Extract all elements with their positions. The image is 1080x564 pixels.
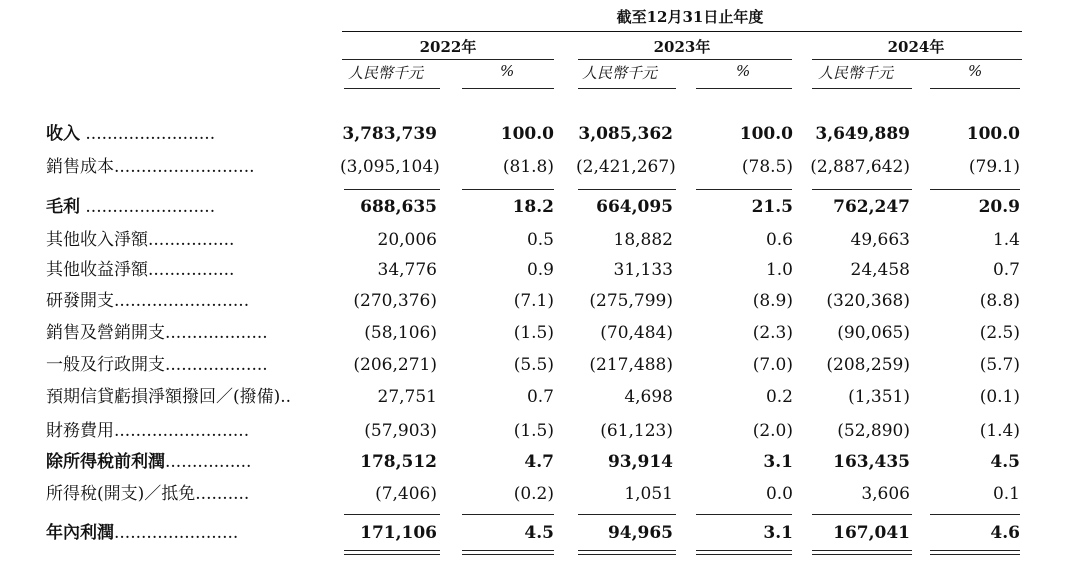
amount-cell: 167,041	[833, 523, 910, 543]
amount-cell: (2,887,642)	[810, 157, 910, 177]
pct-label-2022: %	[500, 62, 515, 80]
amount-cell: 3,649,889	[815, 124, 910, 144]
total-double-rule	[344, 550, 440, 551]
cost-subtotal-rule	[696, 189, 792, 190]
table-row	[0, 225, 1080, 255]
percent-cell: 0.1	[992, 484, 1020, 504]
percent-cell: 0.0	[765, 484, 793, 504]
unit-label-2023: 人民幣千元	[582, 64, 658, 82]
row-label-leader: ...................	[165, 355, 268, 375]
percent-cell: 4.5	[990, 452, 1020, 472]
percent-cell: 0.7	[992, 260, 1020, 280]
row-label-text: 銷售及營銷開支	[46, 323, 165, 343]
total-double-rule	[812, 550, 912, 551]
amount-cell: 49,663	[850, 230, 910, 250]
unit-underline-2022	[344, 88, 440, 89]
percent-cell: (81.8)	[502, 157, 554, 177]
amount-cell: (206,271)	[353, 355, 437, 375]
total-double-rule	[696, 550, 792, 551]
table-row	[0, 318, 1080, 348]
row-label	[46, 479, 318, 509]
row-label-text: 銷售成本	[46, 157, 114, 177]
amount-cell: 24,458	[850, 260, 910, 280]
amount-cell: (208,259)	[826, 355, 910, 375]
total-double-rule	[930, 554, 1020, 555]
table-row	[0, 192, 1080, 222]
cost-subtotal-rule	[344, 189, 440, 190]
period-heading: 截至12月31日止年度	[616, 8, 764, 26]
row-label-leader: .......................	[114, 523, 239, 543]
pct-underline-2023	[696, 88, 792, 89]
table-row	[0, 416, 1080, 446]
cost-subtotal-rule	[812, 189, 912, 190]
amount-cell: 163,435	[833, 452, 910, 472]
row-label-text: 一般及行政開支	[46, 355, 165, 375]
percent-cell: (78.5)	[741, 157, 793, 177]
percent-cell: 3.1	[763, 523, 793, 543]
amount-cell: (1,351)	[848, 387, 910, 407]
row-label	[46, 447, 318, 477]
amount-cell: 178,512	[360, 452, 437, 472]
amount-cell: (90,065)	[837, 323, 910, 343]
total-double-rule	[812, 554, 912, 555]
row-label	[46, 119, 318, 149]
amount-cell: (270,376)	[353, 291, 437, 311]
year-2023-rule	[578, 59, 792, 60]
percent-cell: (2.0)	[752, 421, 793, 441]
amount-cell: 688,635	[360, 197, 437, 217]
year-2022-heading: 2022年	[419, 38, 477, 56]
unit-label-2024: 人民幣千元	[818, 64, 894, 82]
percent-cell: 100.0	[500, 124, 554, 144]
percent-cell: 1.4	[992, 230, 1020, 250]
percent-cell: (0.2)	[513, 484, 554, 504]
row-label-leader: .........................	[114, 291, 250, 311]
percent-cell: (79.1)	[968, 157, 1020, 177]
row-label	[46, 382, 318, 412]
percent-cell: (5.5)	[513, 355, 554, 375]
total-double-rule	[344, 554, 440, 555]
total-double-rule	[578, 554, 676, 555]
percent-cell: (5.7)	[979, 355, 1020, 375]
table-row	[0, 447, 1080, 477]
percent-cell: (1.5)	[513, 421, 554, 441]
row-label-leader: ...................	[165, 323, 268, 343]
percent-cell: (8.9)	[752, 291, 793, 311]
row-label	[46, 152, 318, 182]
table-row	[0, 350, 1080, 380]
row-label-text: 年內利潤	[46, 523, 114, 543]
amount-cell: 34,776	[377, 260, 437, 280]
pct-label-2023: %	[736, 62, 751, 80]
row-label-text: 研發開支	[46, 291, 114, 311]
cost-subtotal-rule	[462, 189, 554, 190]
unit-underline-2024	[812, 88, 912, 89]
percent-cell: 0.6	[765, 230, 793, 250]
total-double-rule	[696, 554, 792, 555]
percent-cell: (7.0)	[752, 355, 793, 375]
total-double-rule	[462, 550, 554, 551]
percent-cell: 18.2	[512, 197, 554, 217]
row-label	[46, 318, 318, 348]
row-label-text: 所得稅(開支)／抵免	[46, 484, 196, 504]
row-label	[46, 518, 318, 548]
percent-cell: (1.4)	[979, 421, 1020, 441]
unit-underline-2023	[578, 88, 676, 89]
percent-cell: 1.0	[765, 260, 793, 280]
amount-cell: 3,085,362	[578, 124, 673, 144]
tax-subtotal-rule	[930, 514, 1020, 515]
row-label-text: 除所得稅前利潤	[46, 452, 165, 472]
row-label-leader: ................	[148, 230, 235, 250]
amount-cell: (275,799)	[589, 291, 673, 311]
cost-subtotal-rule	[930, 189, 1020, 190]
tax-subtotal-rule	[696, 514, 792, 515]
amount-cell: 171,106	[360, 523, 437, 543]
row-label	[46, 225, 318, 255]
amount-cell: 31,133	[613, 260, 673, 280]
year-2023-heading: 2023年	[653, 38, 711, 56]
pct-underline-2024	[930, 88, 1020, 89]
amount-cell: 20,006	[377, 230, 437, 250]
row-label-leader: ..	[280, 387, 292, 407]
unit-label-2022: 人民幣千元	[348, 64, 424, 82]
row-label-text: 財務費用	[46, 421, 114, 441]
amount-cell: 3,783,739	[342, 124, 437, 144]
header-rule	[342, 31, 1022, 32]
percent-cell: 4.7	[524, 452, 554, 472]
percent-cell: 100.0	[739, 124, 793, 144]
row-label-leader: ................	[148, 260, 235, 280]
year-2022-rule	[342, 59, 554, 60]
row-label	[46, 286, 318, 316]
pct-label-2024: %	[968, 62, 983, 80]
row-label	[46, 416, 318, 446]
percent-cell: 0.9	[526, 260, 554, 280]
pct-underline-2022	[462, 88, 554, 89]
row-label-leader: .........................	[114, 421, 250, 441]
percent-cell: 0.2	[765, 387, 793, 407]
percent-cell: (7.1)	[513, 291, 554, 311]
amount-cell: 762,247	[833, 197, 910, 217]
table-row	[0, 518, 1080, 548]
amount-cell: (52,890)	[837, 421, 910, 441]
amount-cell: (217,488)	[589, 355, 673, 375]
amount-cell: (61,123)	[600, 421, 673, 441]
percent-cell: 0.7	[526, 387, 554, 407]
row-label-leader: ................	[165, 452, 252, 472]
amount-cell: 3,606	[861, 484, 910, 504]
amount-cell: (58,106)	[364, 323, 437, 343]
year-2024-rule	[812, 59, 1022, 60]
percent-cell: (8.8)	[979, 291, 1020, 311]
total-double-rule	[930, 550, 1020, 551]
amount-cell: 4,698	[624, 387, 673, 407]
percent-cell: (2.5)	[979, 323, 1020, 343]
percent-cell: 4.6	[990, 523, 1020, 543]
amount-cell: 93,914	[607, 452, 673, 472]
row-label-text: 其他收入淨額	[46, 230, 148, 250]
row-label-text: 預期信貸虧損淨額撥回／(撥備)	[46, 387, 281, 407]
row-label-text: 毛利	[46, 197, 80, 217]
percent-cell: 3.1	[763, 452, 793, 472]
percent-cell: (2.3)	[752, 323, 793, 343]
cost-subtotal-rule	[578, 189, 676, 190]
table-row	[0, 286, 1080, 316]
row-label-text: 其他收益淨額	[46, 260, 148, 280]
tax-subtotal-rule	[578, 514, 676, 515]
percent-cell: 21.5	[751, 197, 793, 217]
row-label-text: 收入	[46, 124, 80, 144]
percent-cell: 4.5	[524, 523, 554, 543]
amount-cell: (2,421,267)	[576, 157, 676, 177]
amount-cell: 27,751	[377, 387, 437, 407]
table-row	[0, 152, 1080, 182]
amount-cell: (3,095,104)	[340, 157, 440, 177]
percent-cell: 100.0	[966, 124, 1020, 144]
row-label-leader: ........................	[80, 197, 216, 217]
tax-subtotal-rule	[812, 514, 912, 515]
table-row	[0, 119, 1080, 149]
percent-cell: (1.5)	[513, 323, 554, 343]
amount-cell: 664,095	[596, 197, 673, 217]
amount-cell: 94,965	[607, 523, 673, 543]
amount-cell: (57,903)	[364, 421, 437, 441]
percent-cell: 0.5	[526, 230, 554, 250]
table-row	[0, 382, 1080, 412]
row-label	[46, 255, 318, 285]
table-row	[0, 479, 1080, 509]
table-row	[0, 255, 1080, 285]
tax-subtotal-rule	[462, 514, 554, 515]
row-label	[46, 192, 318, 222]
tax-subtotal-rule	[344, 514, 440, 515]
total-double-rule	[578, 550, 676, 551]
row-label-leader: ..........	[195, 484, 250, 504]
amount-cell: (320,368)	[826, 291, 910, 311]
amount-cell: 18,882	[613, 230, 673, 250]
row-label-leader: ..........................	[114, 157, 255, 177]
row-label	[46, 350, 318, 380]
amount-cell: 1,051	[624, 484, 673, 504]
total-double-rule	[462, 554, 554, 555]
row-label-leader: ........................	[80, 124, 216, 144]
year-2024-heading: 2024年	[887, 38, 945, 56]
amount-cell: (7,406)	[375, 484, 437, 504]
amount-cell: (70,484)	[600, 323, 673, 343]
percent-cell: (0.1)	[979, 387, 1020, 407]
percent-cell: 20.9	[978, 197, 1020, 217]
